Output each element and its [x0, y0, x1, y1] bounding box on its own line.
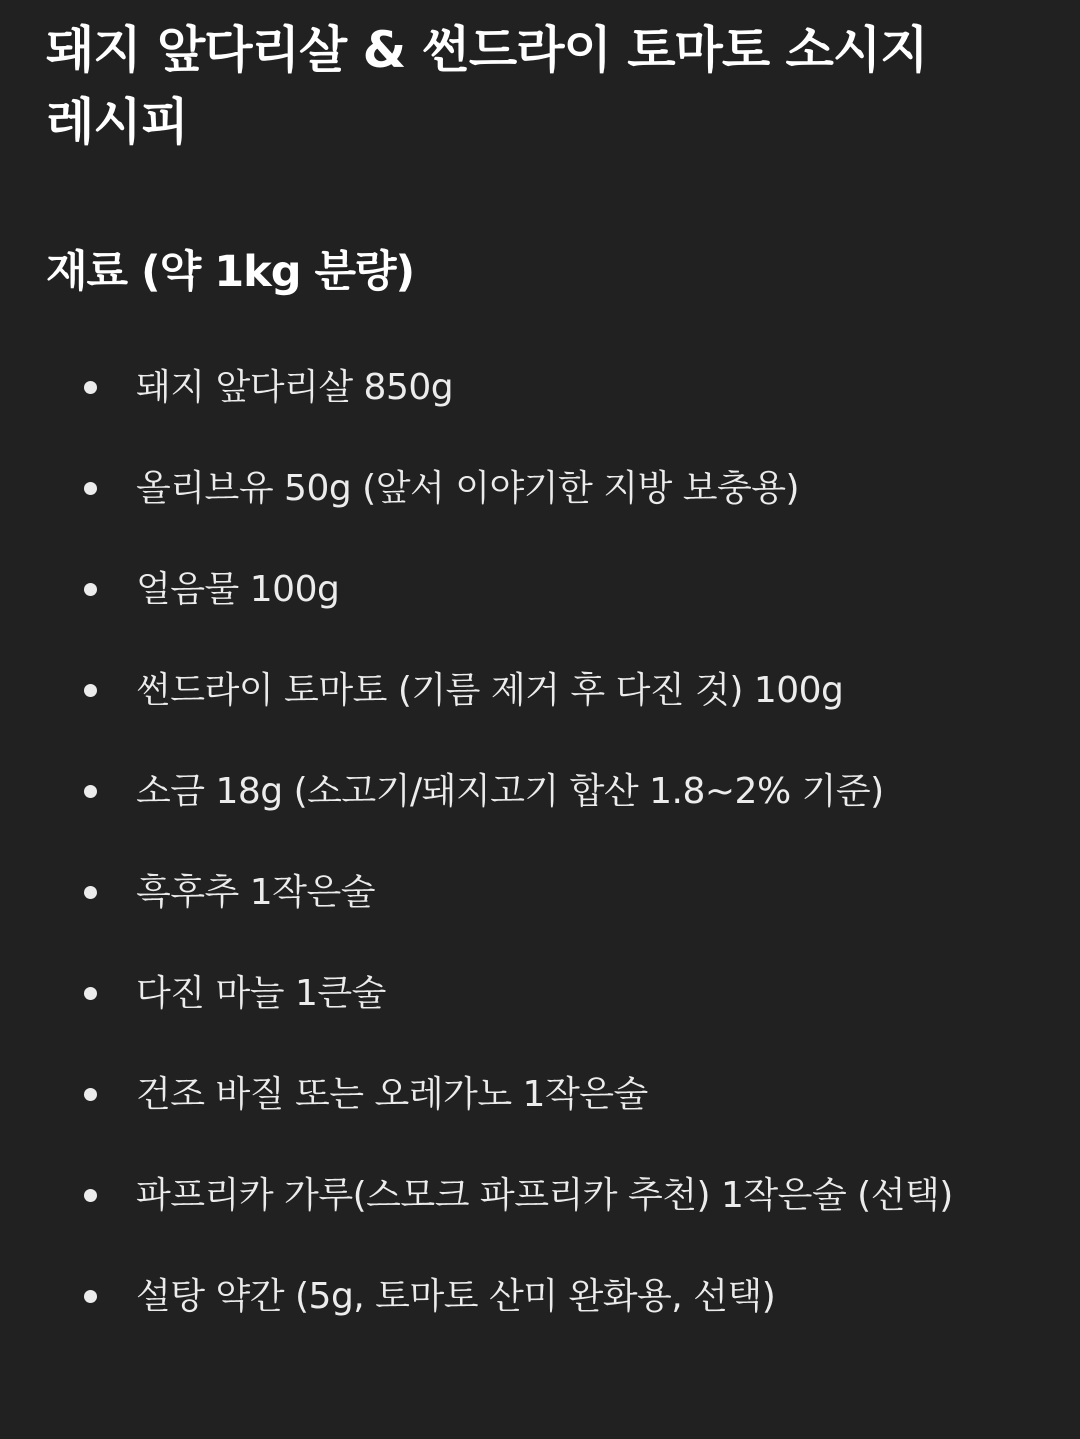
ingredient-text: 설탕 약간 (5g, 토마토 산미 완화용, 선택) [136, 1276, 776, 1317]
list-item [46, 853, 1036, 933]
ingredient-text: 올리브유 50g (앞서 이야기한 지방 보충용) [136, 468, 800, 509]
ingredient-text: 소금 18g (소고기/돼지고기 합산 1.8~2% 기준) [136, 771, 884, 812]
list-item [46, 1156, 1036, 1236]
list-item [46, 954, 1036, 1034]
bullet-icon [84, 482, 97, 495]
list-item [46, 348, 1036, 428]
ingredient-text: 파프리카 가루(스모크 파프리카 추천) 1작은술 (선택) [136, 1175, 953, 1216]
bullet-icon [84, 684, 97, 697]
ingredient-text: 흑후추 1작은술 [136, 872, 376, 913]
ingredients-heading: 재료 (약 1kg 분량) [46, 247, 415, 297]
list-item [46, 449, 1036, 529]
list-item [46, 1257, 1036, 1337]
ingredient-text: 돼지 앞다리살 850g [136, 367, 454, 408]
bullet-icon [84, 987, 97, 1000]
bullet-icon [84, 583, 97, 596]
ingredient-list [46, 348, 1036, 1358]
bullet-icon [84, 785, 97, 798]
list-item [46, 550, 1036, 630]
ingredient-text: 썬드라이 토마토 (기름 제거 후 다진 것) 100g [136, 670, 844, 711]
bullet-icon [84, 381, 97, 394]
list-item [46, 1055, 1036, 1135]
page-title: 돼지 앞다리살 & 썬드라이 토마토 소시지 레시피 [46, 21, 928, 151]
bullet-icon [84, 886, 97, 899]
ingredient-text: 얼음물 100g [136, 569, 340, 610]
ingredient-text: 건조 바질 또는 오레가노 1작은술 [136, 1074, 648, 1115]
bullet-icon [84, 1189, 97, 1202]
ingredient-text: 다진 마늘 1큰술 [136, 973, 386, 1014]
list-item [46, 752, 1036, 832]
bullet-icon [84, 1290, 97, 1303]
recipe-content [46, 0, 1036, 1317]
bullet-icon [84, 1088, 97, 1101]
list-item [46, 651, 1036, 731]
